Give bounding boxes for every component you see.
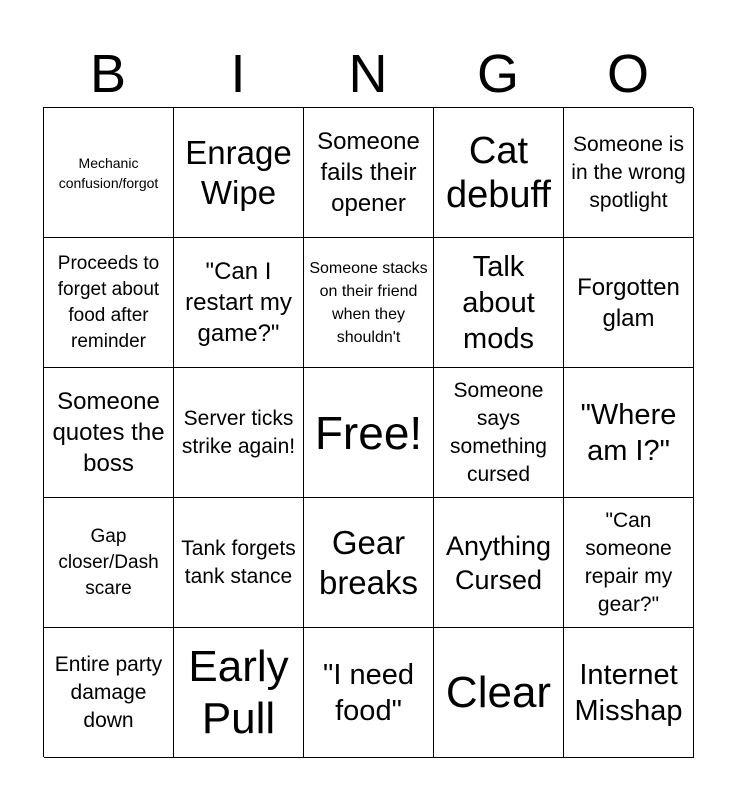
bingo-cell-r1c1[interactable]	[44, 108, 174, 238]
bingo-cell-r5c2[interactable]	[174, 628, 304, 758]
bingo-header	[43, 40, 693, 108]
bingo-cell-r5c3[interactable]	[304, 628, 434, 758]
bingo-cell-r4c4[interactable]	[434, 498, 564, 628]
bingo-board	[43, 107, 693, 757]
cell-text: Someone quotes the boss	[52, 388, 165, 477]
bingo-cell-r5c1[interactable]	[44, 628, 174, 758]
header-letter-i: I	[230, 44, 246, 104]
cell-text: Early Pull	[188, 641, 289, 743]
cell-text: Proceeds to forget about food after reminder	[57, 252, 160, 352]
header-letter-n: N	[348, 44, 388, 104]
bingo-cell-r3c2[interactable]	[174, 368, 304, 498]
cell-text: Gear breaks	[318, 523, 419, 601]
bingo-cell-free[interactable]	[304, 368, 434, 498]
bingo-cell-r3c5[interactable]	[564, 368, 694, 498]
cell-text: Someone is in the wrong spotlight	[571, 132, 686, 212]
cell-text: "Can I restart my game?"	[185, 258, 292, 347]
header-letter-o: O	[606, 44, 649, 104]
bingo-cell-r4c5[interactable]	[564, 498, 694, 628]
bingo-cell-r1c5[interactable]	[564, 108, 694, 238]
cell-text: Enrage Wipe	[185, 133, 292, 211]
cell-text: Talk about mods	[462, 250, 535, 355]
cell-text: "I need food"	[323, 658, 414, 727]
cell-text: "Where am I?"	[580, 398, 677, 467]
bingo-cell-r4c3[interactable]	[304, 498, 434, 628]
bingo-cell-r2c4[interactable]	[434, 238, 564, 368]
cell-text: Clear	[445, 667, 552, 717]
header-letter-b: B	[89, 44, 127, 104]
cell-text: Server ticks strike again!	[181, 406, 296, 458]
bingo-cell-r1c4[interactable]	[434, 108, 564, 238]
cell-text: Cat debuff	[446, 129, 551, 216]
bingo-cell-r4c1[interactable]	[44, 498, 174, 628]
cell-text: Anything Cursed	[445, 530, 552, 595]
cell-text: Someone stacks on their friend when they shouldn't	[309, 259, 428, 346]
bingo-cell-r5c4[interactable]	[434, 628, 564, 758]
bingo-cell-r2c1[interactable]	[44, 238, 174, 368]
cell-text: Free!	[314, 406, 423, 459]
bingo-cell-r2c3[interactable]	[304, 238, 434, 368]
bingo-cell-r1c2[interactable]	[174, 108, 304, 238]
cell-text: Forgotten glam	[577, 273, 680, 332]
cell-text: Someone fails their opener	[317, 128, 420, 217]
bingo-cell-r4c2[interactable]	[174, 498, 304, 628]
header-letter-g: G	[476, 44, 519, 104]
bingo-cell-r1c3[interactable]	[304, 108, 434, 238]
cell-text: Internet Misshap	[574, 658, 683, 727]
cell-text: Entire party damage down	[54, 652, 163, 732]
bingo-cell-r2c2[interactable]	[174, 238, 304, 368]
bingo-cell-r3c4[interactable]	[434, 368, 564, 498]
cell-text: "Can someone repair my gear?"	[584, 508, 673, 616]
bingo-cell-r3c1[interactable]	[44, 368, 174, 498]
cell-text: Someone says something cursed	[450, 378, 547, 486]
cell-text: Mechanic confusion/forgot	[58, 154, 159, 191]
cell-text: Gap closer/Dash scare	[58, 525, 159, 599]
bingo-cell-r2c5[interactable]	[564, 238, 694, 368]
bingo-cell-r5c5[interactable]	[564, 628, 694, 758]
cell-text: Tank forgets tank stance	[181, 536, 296, 588]
